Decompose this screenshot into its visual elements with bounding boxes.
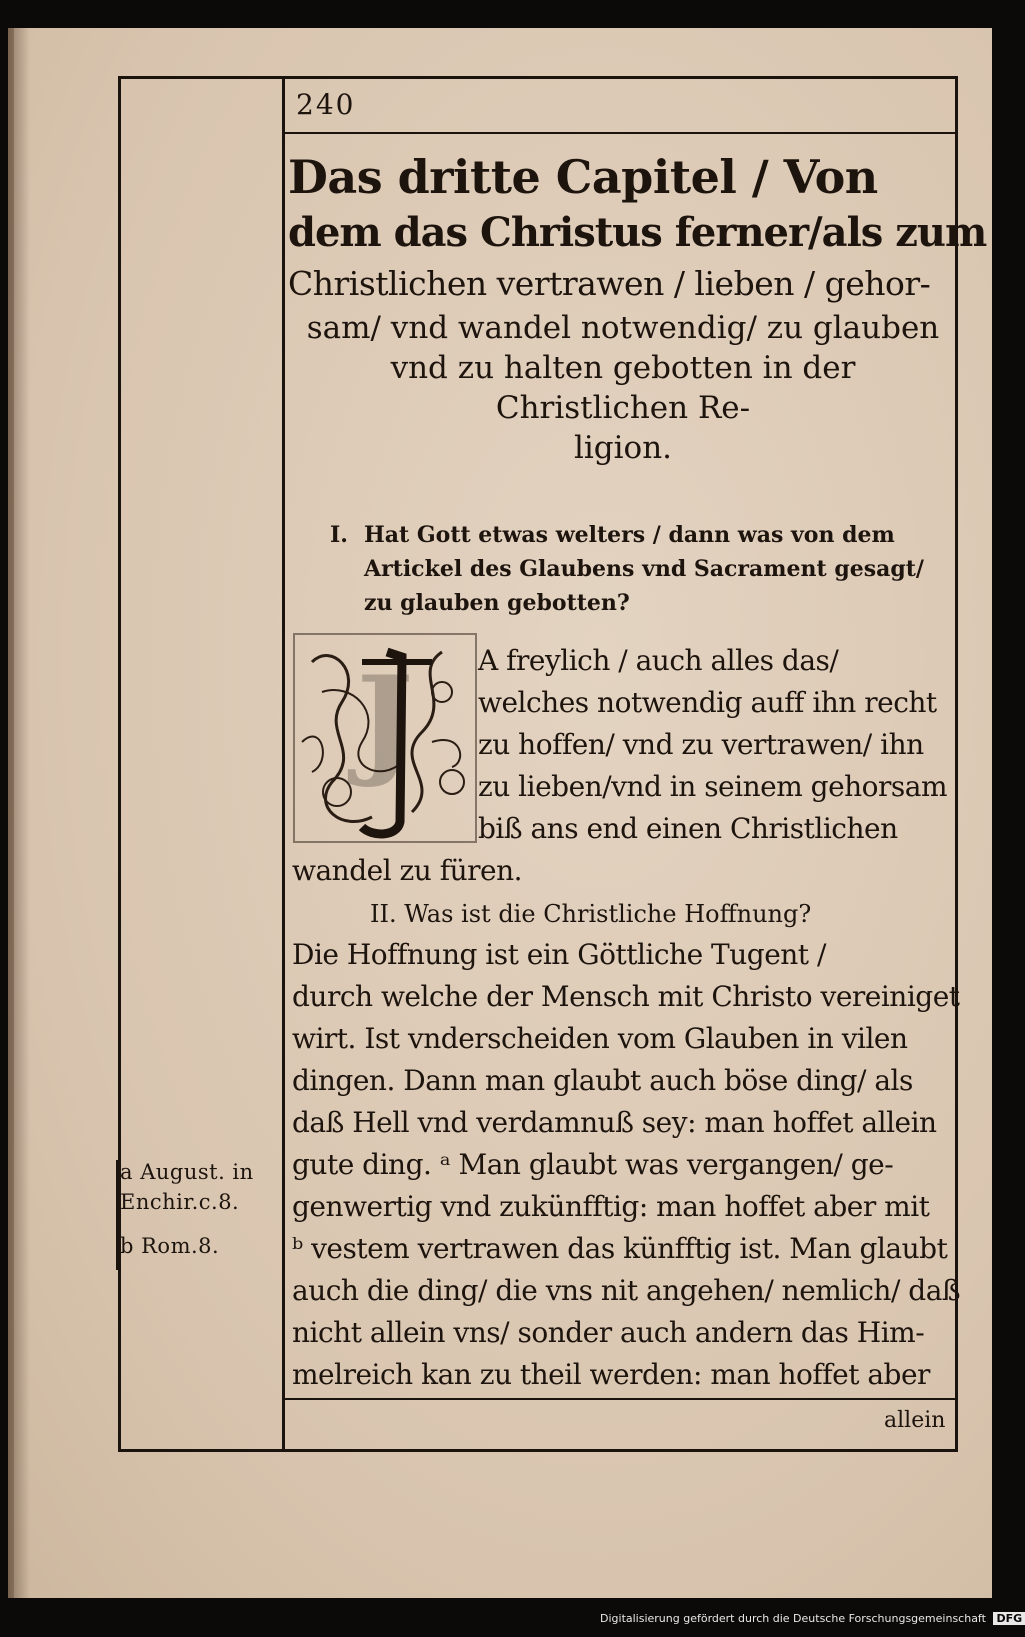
header-rule: [282, 132, 958, 134]
chapter-heading: [288, 148, 987, 468]
catchword: allein: [884, 1408, 946, 1433]
margin-note-rule: [116, 1160, 118, 1270]
answer-2-line: daß Hell vnd verdamnuß sey: man hoffet allein: [292, 1106, 937, 1139]
answer-2-line: genwertig vnd zukünfftig: man hoffet aber mit: [292, 1190, 930, 1223]
answer-2-line: dingen. Dann man glaubt auch böse ding/ als: [292, 1064, 913, 1097]
footer-text: Digitalisierung gefördert durch die Deutsche Forschungsgemeinschaft: [600, 1612, 986, 1625]
heading-line-2: dem das Christus ferner/als zum: [288, 209, 987, 256]
answer-1-line: zu lieben/vnd in seinem gehorsam: [478, 770, 948, 803]
heading-line-3: Christlichen vertrawen / lieben / gehor-: [288, 264, 931, 303]
dfg-logo: DFG: [993, 1612, 1025, 1625]
heading-line-1: Das dritte Capitel / Von: [288, 150, 878, 204]
margin-note-a-source: Enchir.c.8.: [120, 1190, 240, 1214]
answer-2-line: ᵇ vestem vertrawen das künfftig ist. Man glaubt: [292, 1232, 948, 1265]
svg-text:J: J: [356, 650, 414, 791]
frame-bottom-rule: [118, 1449, 958, 1452]
answer-1-line: A freylich / auch alles das/: [478, 644, 839, 677]
answer-2-line: nicht allein vns/ sonder auch andern das Him-: [292, 1316, 925, 1349]
heading-line-7: ligion.: [573, 430, 673, 466]
heading-line-6: Christlichen Re-: [495, 390, 751, 426]
answer-1-line: zu hoffen/ vnd zu vertrawen/ ihn: [478, 728, 924, 761]
margin-note-b: b Rom.8.: [120, 1234, 220, 1258]
answer-2-line: gute ding. ᵃ Man glaubt was vergangen/ ge-: [292, 1148, 894, 1181]
answer-2-line: wirt. Ist vnderscheiden vom Glauben in vilen: [292, 1022, 908, 1055]
answer-2-line: melreich kan zu theil werden: man hoffet aber: [292, 1358, 930, 1391]
digitization-footer: [600, 1612, 1025, 1625]
margin-note-a: a August. in: [120, 1160, 254, 1184]
question-1-number: I.: [330, 522, 348, 548]
answer-1-last-line: wandel zu füren.: [292, 854, 523, 887]
answer-2-line: durch welche der Mensch mit Christo vereiniget: [292, 980, 960, 1013]
answer-1-line: welches notwendig auff ihn recht: [478, 686, 937, 719]
answer-2: [292, 934, 964, 1396]
answer-2-line: auch die ding/ die vns nit angehen/ nemlich/ daß: [292, 1274, 961, 1307]
spine-shadow: [8, 28, 30, 1598]
heading-line-4: sam/ vnd wandel notwendig/ zu glauben: [306, 310, 940, 346]
footer-rule: [282, 1398, 958, 1400]
answer-1-last: [292, 850, 964, 892]
answer-2-line: Die Hoffnung ist ein Göttliche Tugent /: [292, 938, 826, 971]
ornamental-drop-cap: [292, 632, 478, 844]
heading-line-5: vnd zu halten gebotten in der: [390, 350, 856, 386]
question-1-text: Hat Gott etwas welters / dann was von dem Artickel des Glaubens vnd Sacrament gesagt/ zu glauben gebotten?: [364, 522, 924, 616]
answer-1-line: biß ans end einen Christlichen: [478, 812, 898, 845]
question-2: II. Was ist die Christliche Hoffnung?: [370, 900, 812, 928]
frame-top-rule: [118, 76, 958, 79]
page-number: 240: [296, 88, 356, 121]
question-1: [330, 518, 930, 620]
frame-column-rule: [282, 76, 285, 1452]
answer-1-indented: [478, 640, 966, 850]
